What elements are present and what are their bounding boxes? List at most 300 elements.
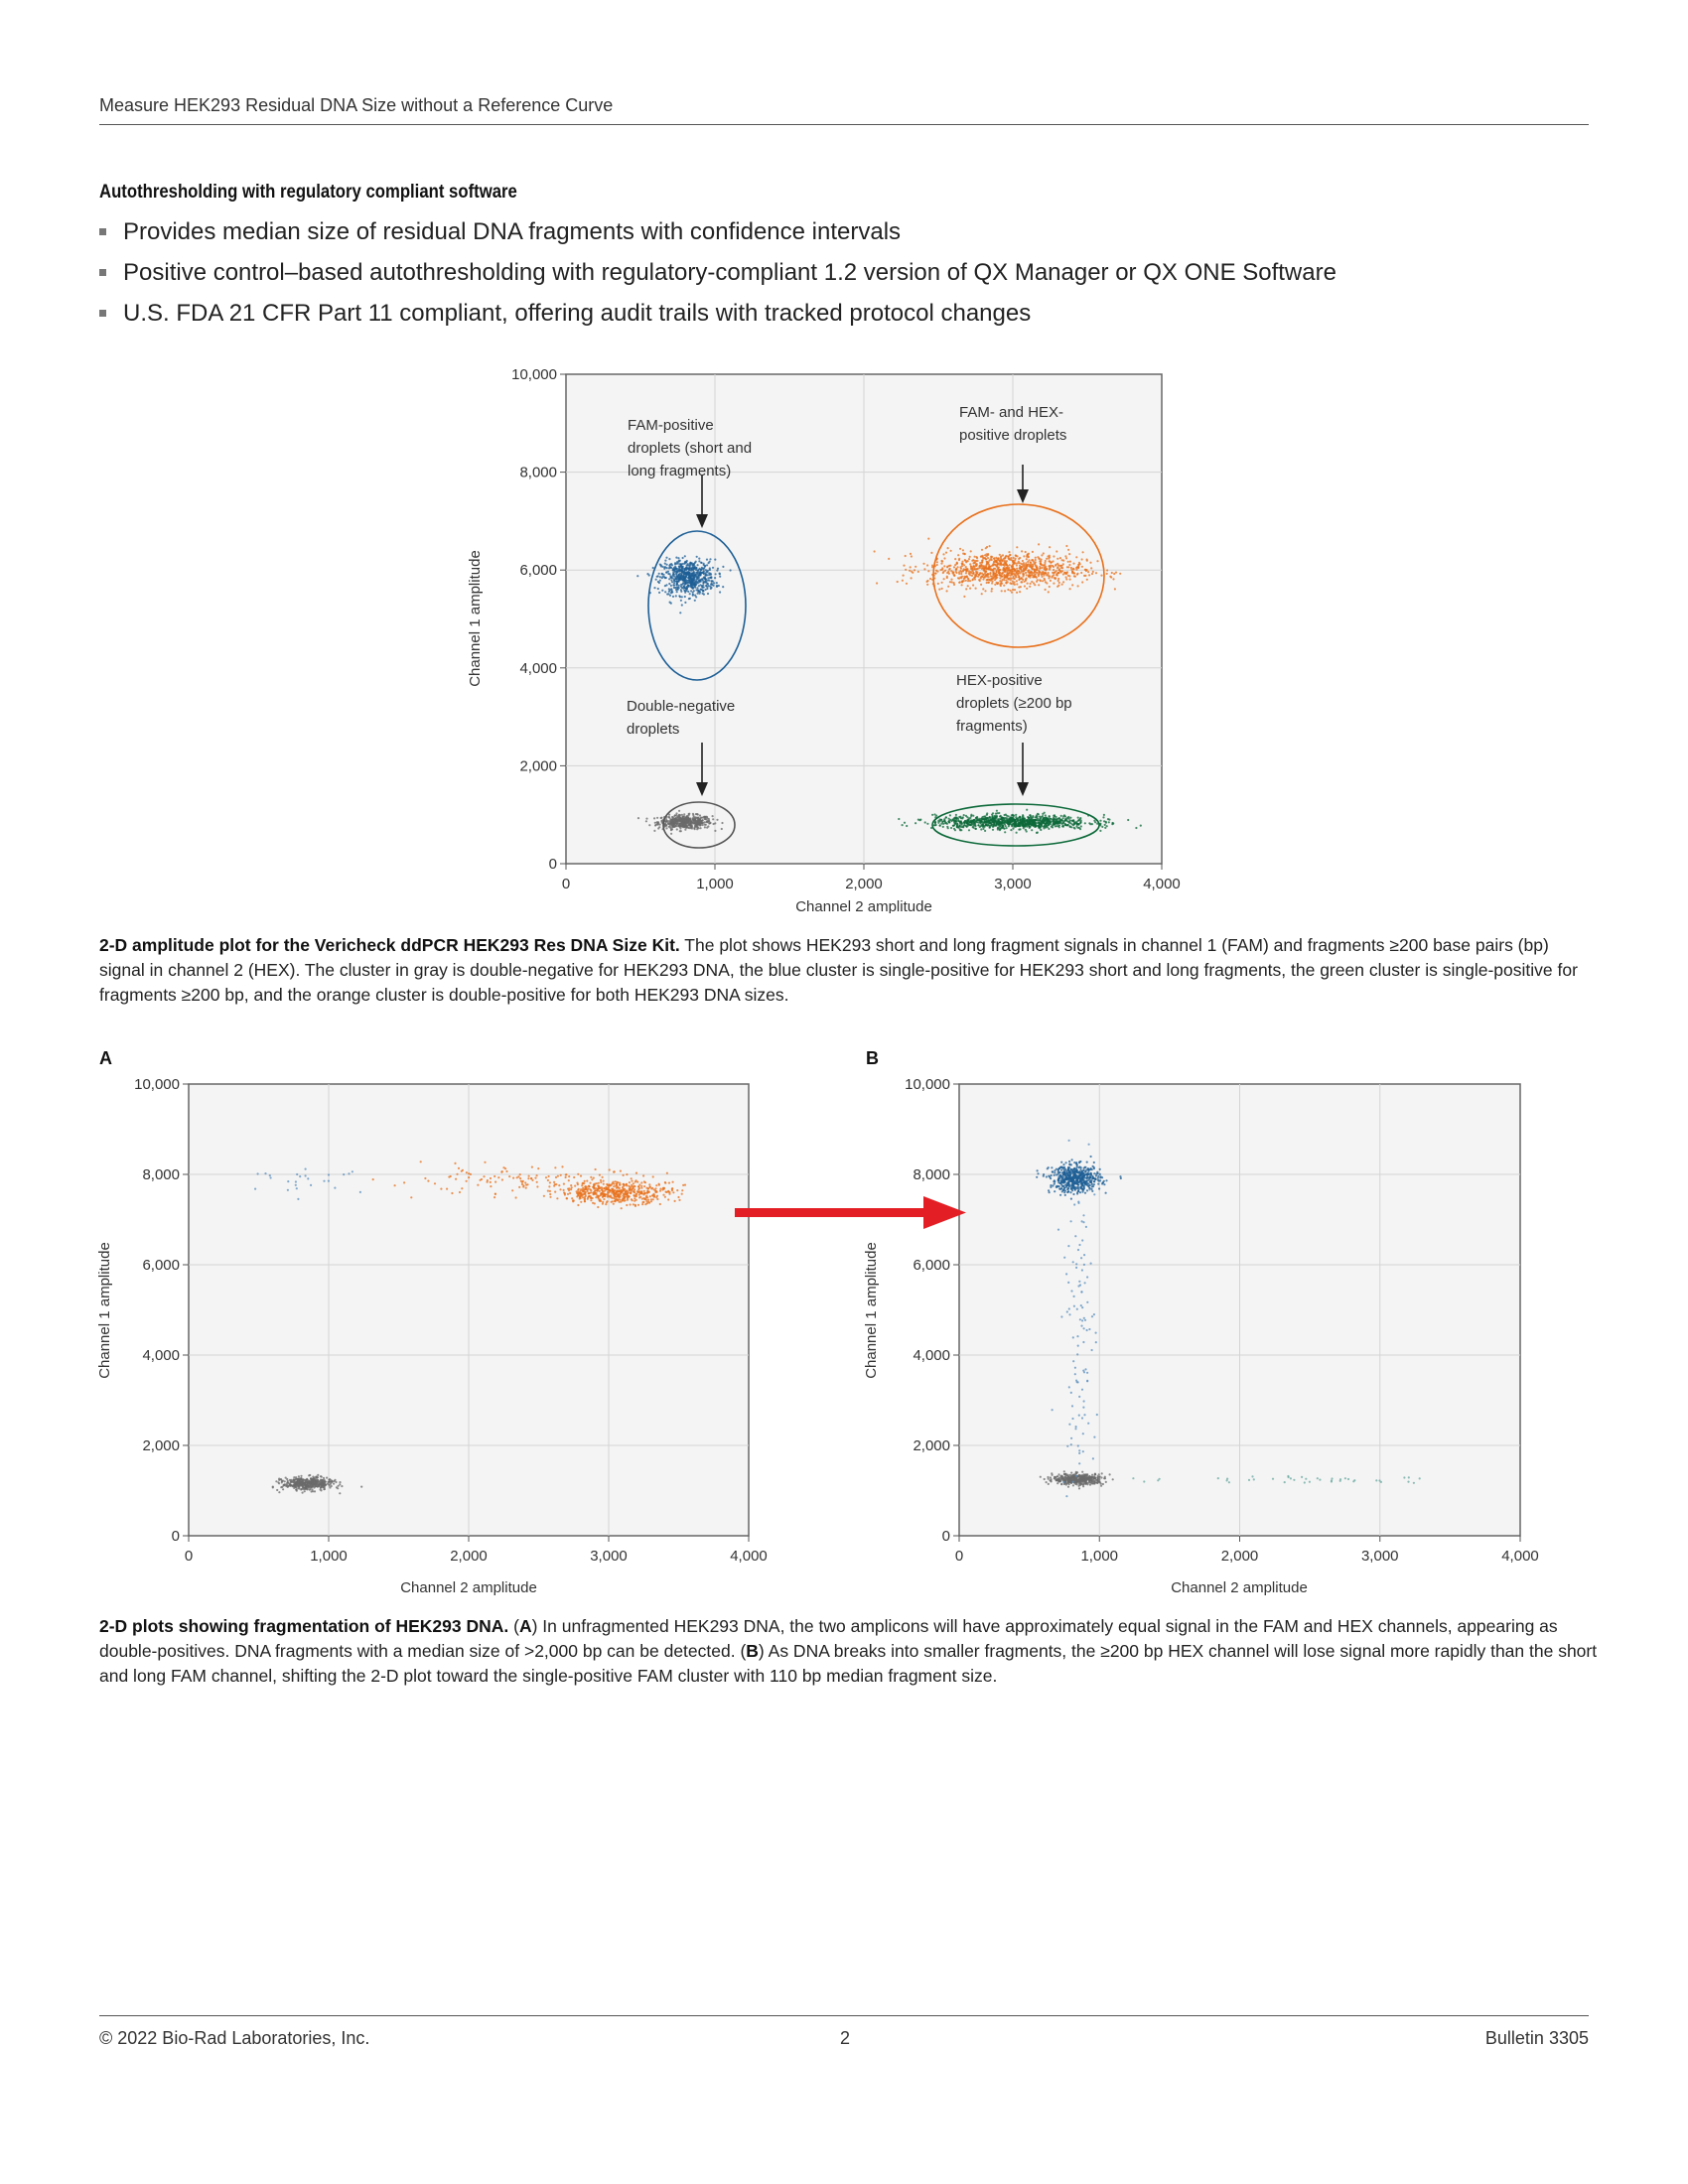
droplet-point: [1057, 585, 1059, 587]
droplet-point: [1005, 825, 1007, 827]
droplet-point: [297, 1198, 299, 1200]
droplet-point: [466, 1171, 468, 1173]
droplet-point: [1048, 1189, 1050, 1191]
annotation-double-neg-line1: Double-negative: [627, 698, 736, 715]
droplet-point: [694, 595, 696, 597]
droplet-point: [1002, 554, 1004, 556]
droplet-point: [1022, 575, 1024, 577]
droplet-point: [1067, 821, 1069, 823]
droplet-point: [1065, 578, 1067, 580]
droplet-point: [976, 557, 978, 559]
droplet-point: [715, 573, 717, 575]
droplet-point: [716, 586, 718, 588]
droplet-point: [926, 564, 928, 566]
droplet-point: [309, 1489, 311, 1491]
droplet-point: [1043, 821, 1045, 823]
droplet-point: [1073, 575, 1075, 577]
droplet-point: [1053, 566, 1055, 568]
droplet-point: [954, 823, 956, 825]
droplet-point: [280, 1478, 282, 1480]
droplet-point: [1066, 566, 1068, 568]
droplet-point: [323, 1180, 325, 1182]
droplet-point: [675, 578, 677, 580]
droplet-point: [313, 1480, 315, 1482]
droplet-point: [1018, 579, 1020, 581]
droplet-point: [320, 1489, 322, 1491]
droplet-point: [1021, 563, 1023, 565]
droplet-point: [941, 588, 943, 590]
droplet-point: [677, 562, 679, 564]
droplet-point: [1030, 583, 1032, 585]
droplet-point: [936, 564, 938, 566]
droplet-point: [642, 1197, 644, 1199]
droplet-point: [684, 590, 686, 592]
droplet-point: [690, 562, 692, 564]
droplet-point: [1002, 559, 1004, 561]
droplet-point: [1140, 825, 1142, 827]
x-axis-label: Channel 2 amplitude: [400, 1579, 537, 1596]
droplet-point: [1055, 1476, 1056, 1478]
droplet-point: [1048, 591, 1050, 593]
droplet-point: [695, 572, 697, 574]
droplet-point: [665, 827, 667, 829]
droplet-point: [993, 824, 995, 826]
droplet-point: [696, 587, 698, 589]
droplet-point: [493, 1196, 495, 1198]
droplet-point: [1019, 591, 1021, 593]
droplet-point: [986, 582, 988, 584]
droplet-point: [702, 816, 704, 818]
droplet-point: [1045, 814, 1047, 816]
droplet-point: [677, 557, 679, 559]
droplet-point: [665, 1191, 667, 1193]
droplet-point: [595, 1193, 597, 1195]
droplet-point: [943, 565, 945, 567]
droplet-point: [1056, 1482, 1058, 1484]
droplet-point: [902, 580, 904, 582]
droplet-point: [505, 1170, 507, 1172]
droplet-point: [1062, 1476, 1064, 1478]
droplet-point: [566, 1197, 568, 1199]
droplet-point: [681, 604, 683, 606]
droplet-point: [986, 561, 988, 563]
droplet-point: [1041, 554, 1043, 556]
droplet-point: [1048, 1483, 1050, 1485]
droplet-point: [667, 1198, 669, 1200]
droplet-point: [679, 576, 681, 578]
droplet-point: [962, 570, 964, 572]
droplet-point: [654, 822, 656, 824]
droplet-point: [1098, 1473, 1100, 1475]
droplet-point: [1049, 546, 1051, 548]
droplet-point: [982, 574, 984, 576]
droplet-point: [615, 1198, 617, 1200]
droplet-point: [996, 561, 998, 563]
droplet-point: [935, 824, 937, 826]
droplet-point: [584, 1198, 586, 1200]
droplet-point: [975, 588, 977, 590]
droplet-point: [589, 1182, 591, 1184]
droplet-point: [993, 821, 995, 823]
droplet-point: [1099, 1475, 1101, 1477]
droplet-point: [282, 1488, 284, 1490]
droplet-point: [596, 1182, 598, 1184]
droplet-point: [579, 1192, 581, 1194]
droplet-point: [978, 579, 980, 581]
droplet-point: [1029, 564, 1031, 566]
y-tick-label: 8,000: [142, 1166, 180, 1183]
droplet-point: [988, 582, 990, 584]
droplet-point: [975, 817, 977, 819]
droplet-point: [663, 566, 665, 568]
droplet-point: [635, 1172, 637, 1174]
droplet-point: [329, 1481, 331, 1483]
droplet-point: [1028, 559, 1030, 561]
droplet-point: [716, 582, 718, 584]
droplet-point: [1008, 551, 1010, 553]
droplet-point: [682, 579, 684, 581]
droplet-point: [410, 1196, 412, 1198]
droplet-point: [1022, 571, 1024, 573]
droplet-point: [903, 565, 905, 567]
droplet-point: [652, 1175, 654, 1177]
droplet-point: [515, 1196, 517, 1198]
droplet-point: [309, 1483, 311, 1485]
droplet-point: [943, 578, 945, 580]
droplet-point: [689, 580, 691, 582]
droplet-point: [664, 1196, 666, 1198]
droplet-point: [600, 1181, 602, 1183]
droplet-point: [678, 810, 680, 812]
droplet-point: [970, 566, 972, 568]
droplet-point: [996, 810, 998, 812]
droplet-point: [686, 816, 688, 818]
droplet-point: [608, 1184, 610, 1186]
droplet-point: [904, 822, 906, 824]
droplet-point: [1089, 1481, 1091, 1483]
droplet-point: [1069, 561, 1071, 563]
droplet-point: [702, 824, 704, 826]
droplet-point: [1049, 818, 1051, 820]
droplet-point: [1016, 583, 1018, 585]
droplet-point: [1045, 589, 1047, 591]
droplet-point: [693, 590, 695, 592]
droplet-point: [1050, 580, 1052, 582]
droplet-point: [980, 584, 982, 586]
droplet-point: [1006, 576, 1008, 578]
y-tick-label: 0: [171, 1528, 180, 1545]
droplet-point: [1067, 1477, 1069, 1479]
droplet-point: [708, 818, 710, 820]
x-tick-label: 4,000: [730, 1548, 768, 1565]
droplet-point: [1079, 563, 1081, 565]
droplet-point: [674, 563, 676, 565]
droplet-point: [1045, 826, 1047, 828]
droplet-point: [1046, 1175, 1048, 1177]
droplet-point: [1060, 819, 1062, 821]
droplet-point: [967, 578, 969, 580]
droplet-point: [633, 1203, 634, 1205]
droplet-point: [1042, 580, 1044, 582]
droplet-point: [339, 1483, 341, 1485]
x-tick-label: 2,000: [845, 876, 883, 892]
droplet-point: [1059, 571, 1061, 573]
droplet-point: [333, 1483, 335, 1485]
x-tick-label: 3,000: [590, 1548, 628, 1565]
droplet-point: [1067, 549, 1069, 551]
droplet-point: [984, 577, 986, 579]
droplet-point: [705, 585, 707, 587]
droplet-point: [1045, 567, 1047, 569]
droplet-point: [519, 1177, 521, 1179]
droplet-point: [934, 822, 936, 824]
droplet-point: [272, 1486, 274, 1488]
droplet-point: [629, 1181, 631, 1183]
droplet-point: [1005, 556, 1007, 558]
droplet-point: [334, 1479, 336, 1481]
droplet-point: [1011, 577, 1013, 579]
droplet-point: [968, 572, 970, 574]
droplet-point: [664, 560, 666, 562]
droplet-point: [295, 1476, 297, 1478]
droplet-point: [1082, 1473, 1084, 1475]
droplet-point: [981, 593, 983, 595]
droplet-point: [1016, 832, 1018, 834]
droplet-point: [1035, 571, 1037, 573]
droplet-point: [591, 1178, 593, 1180]
droplet-point: [710, 587, 712, 589]
droplet-point: [969, 588, 971, 590]
droplet-point: [933, 813, 935, 815]
droplet-point: [679, 560, 681, 562]
droplet-point: [607, 1188, 609, 1190]
droplet-point: [320, 1487, 322, 1489]
droplet-point: [1014, 578, 1016, 580]
droplet-point: [455, 1178, 457, 1180]
droplet-point: [1106, 573, 1108, 575]
droplet-point: [1076, 1477, 1078, 1479]
droplet-point: [1111, 572, 1113, 574]
droplet-point: [1099, 830, 1101, 832]
droplet-point: [721, 828, 723, 830]
droplet-point: [1019, 819, 1021, 821]
droplet-point: [997, 826, 999, 828]
droplet-point: [666, 593, 668, 595]
droplet-point: [461, 1170, 463, 1172]
droplet-point: [1084, 569, 1086, 571]
droplet-point: [686, 826, 688, 828]
droplet-point: [620, 1199, 622, 1201]
droplet-point: [666, 1172, 668, 1174]
droplet-point: [1041, 559, 1043, 561]
droplet-point: [699, 573, 701, 575]
droplet-point: [947, 827, 949, 829]
droplet-point: [1020, 586, 1022, 588]
droplet-point: [1042, 813, 1044, 815]
droplet-point: [611, 1188, 613, 1190]
droplet-point: [1039, 826, 1041, 828]
droplet-point: [1024, 581, 1026, 583]
droplet-point: [1069, 588, 1071, 590]
droplet-point: [1039, 579, 1041, 581]
droplet-point: [323, 1477, 325, 1479]
droplet-point: [987, 573, 989, 575]
droplet-point: [501, 1178, 503, 1180]
droplet-point: [917, 819, 919, 821]
droplet-point: [961, 581, 963, 583]
droplet-point: [650, 1198, 652, 1200]
droplet-point: [564, 1192, 566, 1194]
annotation-hex-line2: droplets (≥200 bp: [956, 695, 1072, 712]
droplet-point: [1079, 1478, 1081, 1480]
droplet-point: [976, 819, 978, 821]
droplet-point: [683, 575, 685, 577]
droplet-point: [1040, 1476, 1042, 1478]
droplet-point: [1029, 586, 1031, 588]
droplet-point: [1086, 1483, 1088, 1485]
droplet-point: [954, 820, 956, 822]
droplet-point: [1013, 557, 1015, 559]
droplet-point: [470, 1173, 472, 1175]
droplet-point: [290, 1484, 292, 1486]
droplet-point: [352, 1170, 353, 1172]
droplet-point: [699, 814, 701, 816]
droplet-point: [613, 1185, 615, 1187]
droplet-point: [986, 821, 988, 823]
droplet-point: [301, 1483, 303, 1485]
droplet-point: [687, 591, 689, 593]
droplet-point: [1016, 564, 1018, 566]
droplet-point: [576, 1190, 578, 1192]
droplet-point: [1063, 1473, 1065, 1475]
droplet-point: [1001, 827, 1003, 829]
droplet-point: [1075, 567, 1077, 569]
droplet-point: [257, 1172, 259, 1174]
droplet-point: [714, 830, 716, 832]
droplet-point: [707, 583, 709, 585]
droplet-point: [672, 1191, 674, 1193]
annotation-hex-line3: fragments): [956, 718, 1028, 735]
bullet-list: [99, 211, 1336, 334]
droplet-point: [911, 555, 913, 557]
droplet-point: [598, 1197, 600, 1199]
droplet-point: [360, 1486, 362, 1488]
droplet-point: [1087, 1476, 1089, 1478]
droplet-point: [582, 1187, 584, 1189]
droplet-point: [1019, 816, 1021, 818]
droplet-point: [639, 1196, 641, 1198]
droplet-point: [902, 824, 904, 826]
droplet-point: [1090, 567, 1092, 569]
droplet-point: [719, 576, 721, 578]
droplet-point: [670, 603, 672, 605]
droplet-point: [420, 1160, 422, 1162]
droplet-point: [690, 827, 692, 829]
droplet-point: [313, 1486, 315, 1488]
y-axis-label: Channel 1 amplitude: [467, 550, 484, 687]
droplet-point: [287, 1189, 289, 1191]
droplet-point: [640, 1181, 642, 1183]
droplet-point: [1025, 572, 1027, 574]
droplet-point: [620, 1170, 622, 1172]
droplet-point: [603, 1180, 605, 1182]
droplet-point: [661, 577, 663, 579]
droplet-point: [967, 824, 969, 826]
droplet-point: [678, 814, 680, 816]
droplet-point: [992, 572, 994, 574]
droplet-point: [568, 1175, 570, 1177]
droplet-point: [598, 1182, 600, 1184]
droplet-point: [1016, 571, 1018, 573]
droplet-point: [950, 820, 952, 822]
droplet-point: [637, 1190, 639, 1192]
droplet-point: [657, 581, 659, 583]
list-item: Positive control–based autothresholding with regulatory-compliant 1.2 version of QX Manager or QX ONE Software: [99, 252, 1336, 293]
droplet-point: [579, 1190, 581, 1192]
droplet-point: [1029, 814, 1031, 816]
droplet-point: [537, 1167, 539, 1169]
droplet-point: [631, 1180, 633, 1182]
droplet-point: [590, 1176, 592, 1178]
droplet-point: [926, 823, 928, 825]
droplet-point: [991, 819, 993, 821]
droplet-point: [1078, 818, 1080, 820]
droplet-point: [969, 580, 971, 582]
droplet-point: [1095, 572, 1097, 574]
droplet-point: [1109, 1473, 1111, 1475]
droplet-point: [982, 588, 984, 590]
droplet-point: [580, 1201, 582, 1203]
droplet-point: [929, 578, 931, 580]
droplet-point: [649, 1185, 651, 1187]
droplet-point: [278, 1491, 280, 1493]
droplet-point: [1009, 822, 1011, 824]
droplet-point: [644, 1181, 646, 1183]
droplet-point: [675, 812, 677, 814]
droplet-point: [1089, 562, 1091, 564]
droplet-point: [1104, 824, 1106, 826]
droplet-point: [694, 600, 696, 602]
droplet-point: [1036, 822, 1038, 824]
droplet-point: [1055, 570, 1057, 572]
droplet-point: [688, 813, 690, 815]
droplet-point: [1035, 819, 1037, 821]
droplet-point: [1012, 581, 1014, 583]
droplet-point: [673, 582, 675, 584]
droplet-point: [1053, 583, 1055, 585]
droplet-point: [603, 1198, 605, 1200]
droplet-point: [434, 1182, 436, 1184]
droplet-point: [1048, 558, 1050, 560]
droplet-point: [576, 1195, 578, 1197]
droplet-point: [1049, 569, 1051, 571]
droplet-point: [941, 821, 943, 823]
droplet-point: [1014, 824, 1016, 826]
droplet-point: [697, 820, 699, 822]
droplet-point: [1008, 578, 1010, 580]
droplet-point: [1072, 568, 1074, 570]
droplet-point: [269, 1174, 271, 1176]
droplet-point: [1072, 563, 1074, 565]
droplet-point: [573, 1176, 575, 1178]
droplet-point: [676, 591, 678, 593]
droplet-point: [1036, 569, 1038, 571]
panel-label-b: B: [866, 1048, 879, 1068]
droplet-point: [1046, 558, 1048, 560]
droplet-point: [988, 579, 990, 581]
droplet-point: [612, 1182, 614, 1184]
droplet-point: [657, 827, 659, 829]
